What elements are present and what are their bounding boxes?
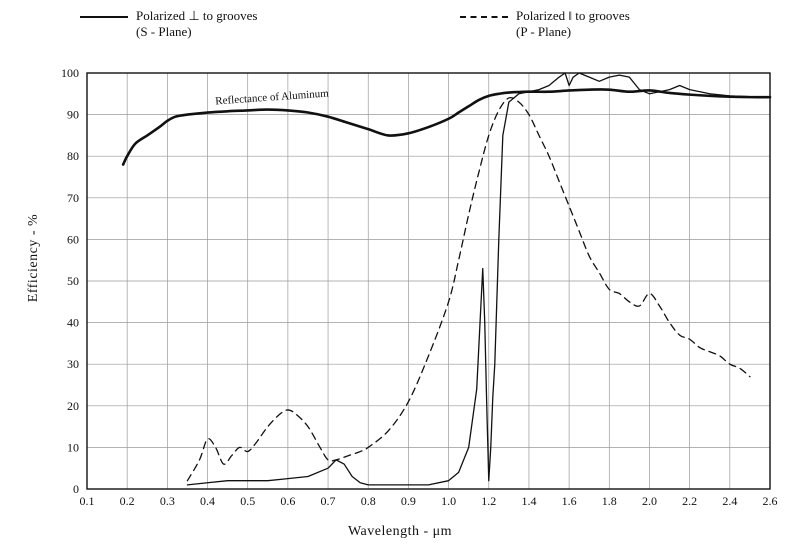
- grid-lines: [87, 73, 770, 489]
- svg-text:0.2: 0.2: [119, 494, 135, 508]
- svg-text:0.9: 0.9: [400, 494, 416, 508]
- y-axis-label: Efficiency - %: [26, 213, 41, 303]
- svg-text:1.0: 1.0: [441, 494, 457, 508]
- axis-tick-labels: [61, 66, 778, 508]
- legend-label-s-plane-line2: (S - Plane): [136, 24, 192, 39]
- series-s-plane: [187, 73, 770, 485]
- svg-text:100: 100: [61, 66, 79, 80]
- svg-text:60: 60: [67, 232, 79, 247]
- svg-text:0.4: 0.4: [200, 494, 216, 508]
- svg-text:70: 70: [67, 190, 79, 205]
- svg-text:2.4: 2.4: [722, 494, 738, 508]
- svg-text:0.5: 0.5: [240, 494, 256, 508]
- svg-text:90: 90: [67, 107, 79, 122]
- svg-text:30: 30: [67, 357, 79, 372]
- svg-text:0.3: 0.3: [159, 494, 175, 508]
- svg-text:40: 40: [67, 315, 79, 330]
- svg-text:2.6: 2.6: [762, 494, 778, 508]
- legend-label-p-plane-line2: (P - Plane): [516, 24, 572, 39]
- svg-text:80: 80: [67, 149, 79, 164]
- svg-text:0.7: 0.7: [320, 494, 336, 508]
- legend-label-s-plane-line1: Polarized ⊥ to grooves: [136, 8, 258, 23]
- svg-text:2.0: 2.0: [641, 494, 657, 508]
- aluminum-reflectance-label: Reflectance of Aluminum: [214, 87, 330, 108]
- svg-text:1.8: 1.8: [601, 494, 617, 508]
- svg-text:10: 10: [67, 440, 79, 455]
- svg-text:0.8: 0.8: [360, 494, 376, 508]
- series-p-plane: [187, 98, 749, 481]
- svg-text:1.6: 1.6: [561, 494, 577, 508]
- svg-text:20: 20: [67, 398, 79, 413]
- svg-text:50: 50: [67, 274, 79, 288]
- svg-text:0.1: 0.1: [79, 494, 95, 508]
- svg-text:0.6: 0.6: [280, 494, 296, 508]
- x-axis-label: Wavelength - μm: [347, 524, 453, 539]
- legend-label-p-plane-line1: Polarized ‖ to grooves: [516, 8, 630, 23]
- svg-text:1.4: 1.4: [521, 494, 537, 508]
- svg-text:2.2: 2.2: [682, 494, 698, 508]
- svg-text:0: 0: [73, 482, 79, 496]
- svg-text:1.2: 1.2: [481, 494, 497, 508]
